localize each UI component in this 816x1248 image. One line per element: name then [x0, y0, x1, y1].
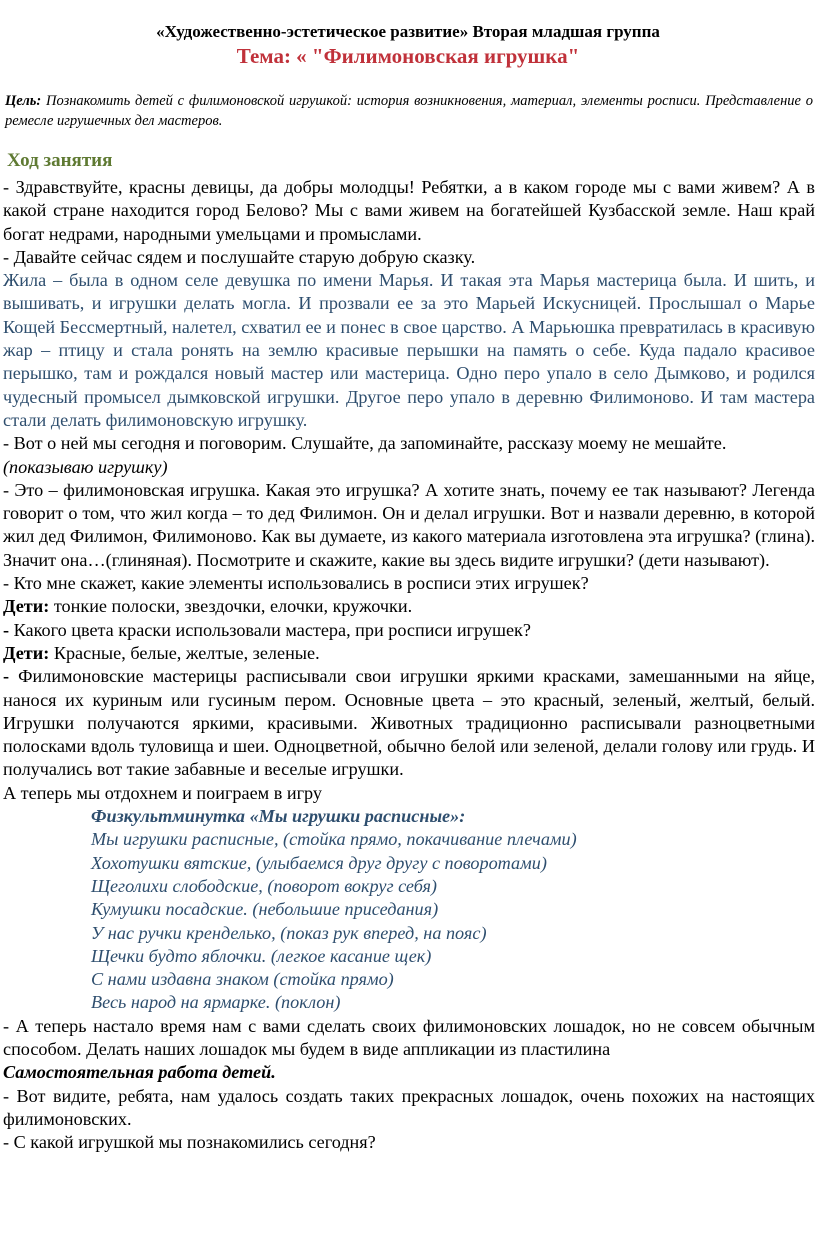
fizminutka-line: Хохотушки вятские, (улыбаемся друг другу с поворотами) [91, 852, 547, 873]
dash-mark: - [3, 666, 10, 687]
fizminutka-line: С нами издавна знаком (стойка прямо) [91, 969, 394, 990]
fizminutka-title: Физкультминутка «Мы игрушки расписные»: [91, 806, 466, 827]
fizminutka-line: У нас ручки кренделько, (показ рук вперед, на пояс) [91, 922, 487, 943]
document-header-subject: «Художественно-эстетическое развитие» Вторая младшая группа [156, 22, 660, 41]
children-answer [3, 642, 815, 665]
section-title: Ход занятия [7, 150, 113, 171]
paragraph: - Здравствуйте, красны девицы, да добры молодцы! Ребятки, а в каком городе мы с вами живем? А в какой стране находится город Белово? Мы с вами живем на богатейшей Кузбасской земле. Наш край богат недрами, народными умельцами и промыслами. [3, 177, 815, 244]
fizminutka-line: Мы игрушки расписные, (стойка прямо, покачивание плечами) [91, 829, 577, 850]
speaker-label: Дети: [3, 642, 50, 663]
fizminutka-line: Щечки будто яблочки. (легкое касание щек) [91, 945, 432, 966]
paragraph: - Вот видите, ребята, нам удалось создать таких прекрасных лошадок, очень похожих на настоящих филимоновских. [3, 1085, 815, 1129]
lesson-goal [5, 91, 813, 131]
paragraph: - А теперь настало время нам с вами сделать своих филимоновских лошадок, но не совсем обычным способом. Делать наших лошадок мы будем в виде аппликации из пластилина [3, 1015, 815, 1059]
paragraph: - Вот о ней мы сегодня и поговорим. Слушайте, да запоминайте, рассказу моему не мешайте. [3, 433, 727, 454]
independent-work-heading: Самостоятельная работа детей. [3, 1062, 276, 1083]
paragraph [3, 619, 815, 642]
document-topic-title: Тема: « "Филимоновская игрушка" [236, 44, 580, 68]
question-text: Какого цвета краски использовали мастера, при росписи игрушек? [9, 619, 531, 640]
goal-text: Познакомить детей с филимоновской игрушкой: история возникновения, материал, элементы росписи. Представление о ремесле игрушечных дел мастеров. [5, 93, 813, 129]
fizminutka-block [3, 805, 815, 1015]
paragraph: А теперь мы отдохнем и поиграем в игру [3, 782, 322, 803]
answer-text: Красные, белые, желтые, зеленые. [49, 642, 320, 663]
dash-mark: - [3, 619, 10, 640]
lesson-body [3, 176, 815, 1154]
stage-direction: (показываю игрушку) [3, 456, 168, 477]
fairy-tale-paragraph: Жила – была в одном селе девушка по имени Марья. И такая эта Марья мастерица была. И шить, и вышивать, и игрушки делать могла. И прозвали ее за это Марьей Искусницей. Прослышал о Марье Кощей Бессмертный, налетел, схватил ее и понес в свое царство. А Марьюшка превратилась в красивую жар – птицу и стала ронять на землю красивые перышки на память о себе. Куда падало красивое перышко, там и рождался новый мастер или мастерица. Одно перо упало в село Дымково, и родился чудесный промысел дымковской игрушки. Другое перо упало в деревню Филимоново. И там мастера стали делать филимоновскую игрушку. [3, 270, 815, 430]
goal-label: Цель: [5, 93, 42, 109]
answer-text: тонкие полоски, звездочки, елочки, кружочки. [49, 596, 413, 617]
children-answer [3, 595, 815, 618]
fizminutka-line: Щеголихи слободские, (поворот вокруг себя) [91, 875, 437, 896]
paragraph: - Это – филимоновская игрушка. Какая это игрушка? А хотите знать, почему ее так называют? Легенда говорит о том, что жил когда – то дед Филимон. Он и делал игрушки. Вот и назвали деревню, в которой жил дед Филимон, Филимоново. Как вы думаете, из какого материала изготовлена эта игрушка? (глина). Значит она…(глиняная). Посмотрите и скажите, какие вы здесь видите игрушки? (дети называют). [3, 479, 815, 570]
fizminutka-line: Кумушки посадские. (небольшие приседания) [91, 899, 439, 920]
paragraph: - Кто мне скажет, какие элементы использовались в росписи этих игрушек? [3, 573, 589, 594]
paragraph [3, 665, 815, 781]
paragraph: - Давайте сейчас сядем и послушайте старую добрую сказку. [3, 246, 476, 267]
speaker-label: Дети: [3, 596, 50, 617]
fizminutka-line: Весь народ на ярмарке. (поклон) [91, 992, 341, 1013]
paragraph: - С какой игрушкой мы познакомились сегодня? [3, 1132, 376, 1153]
paragraph-text: Филимоновские мастерицы расписывали свои игрушки яркими красками, замешанными на яйце, нанося их куриным или гусиным пером. Основные цвета – это красный, зеленый, желтый, белый. Игрушки получаются яркими, красивыми. Животных традиционно расписывали разноцветными полосками вдоль туловища и шеи. Одноцветной, обычно белой или зеленой, делали голову или грудь. И получались вот такие забавные и веселые игрушки. [3, 666, 815, 780]
